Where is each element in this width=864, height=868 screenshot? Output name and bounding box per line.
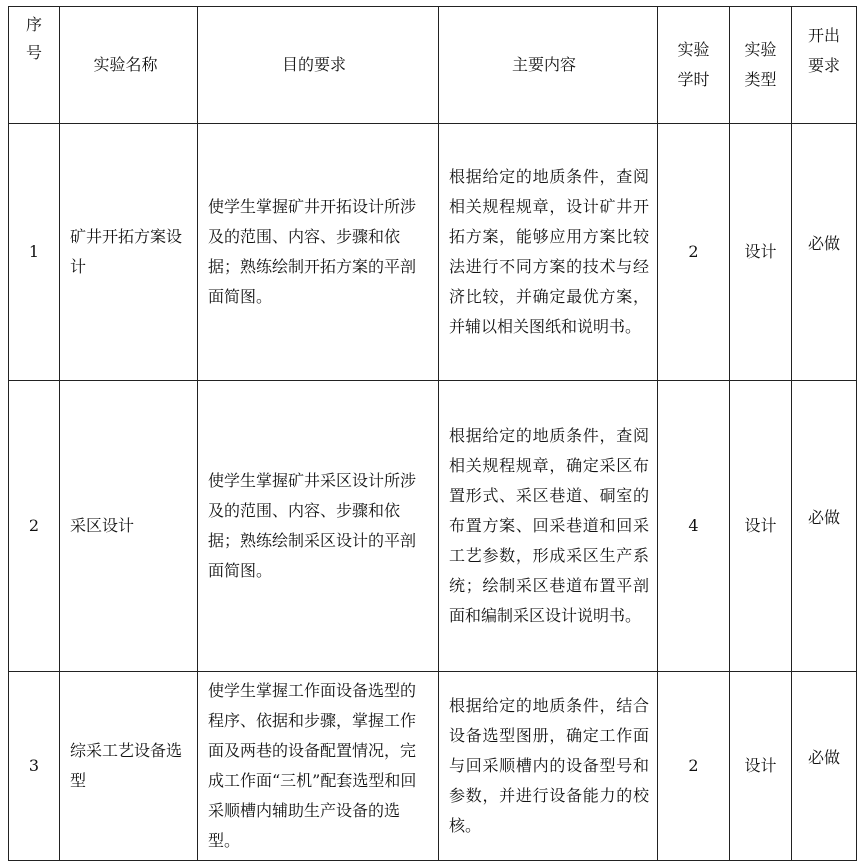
row-name: 矿井开拓方案设计 bbox=[60, 124, 198, 381]
header-name: 实验名称 bbox=[60, 7, 198, 124]
row-type: 设计 bbox=[730, 672, 792, 861]
row-hours: 2 bbox=[658, 124, 730, 381]
row-goal: 使学生掌握工作面设备选型的程序、依据和步骤，掌握工作面及两巷的设备配置情况，完成工作面“三机”配套选型和回采顺槽内辅助生产设备的选型。 bbox=[198, 672, 439, 861]
header-content: 主要内容 bbox=[439, 7, 658, 124]
header-hours: 实验 学时 bbox=[658, 7, 730, 124]
row-num: 3 bbox=[9, 672, 60, 861]
table-header-row bbox=[9, 7, 857, 124]
row-content: 根据给定的地质条件，结合设备选型图册，确定工作面与回采顺槽内的设备型号和参数，并进行设备能力的校核。 bbox=[439, 672, 658, 861]
row-name: 采区设计 bbox=[60, 381, 198, 672]
row-requirement-text: 必做 bbox=[807, 748, 840, 767]
header-requirement: 开出 要求 bbox=[792, 7, 857, 124]
header-num: 序 号 bbox=[9, 7, 60, 124]
row-content: 根据给定的地质条件，查阅相关规程规章，设计矿井开拓方案，能够应用方案比较法进行不同方案的技术与经济比较，并确定最优方案，并辅以相关图纸和说明书。 bbox=[439, 124, 658, 381]
header-goal: 目的要求 bbox=[198, 7, 439, 124]
row-num: 1 bbox=[9, 124, 60, 381]
row-goal: 使学生掌握矿井采区设计所涉及的范围、内容、步骤和依据；熟练绘制采区设计的平剖面简图。 bbox=[198, 381, 439, 672]
table-row bbox=[9, 381, 857, 672]
row-requirement-text: 必做 bbox=[807, 508, 840, 527]
experiment-table bbox=[8, 6, 857, 861]
row-hours: 2 bbox=[658, 672, 730, 861]
row-goal: 使学生掌握矿井开拓设计所涉及的范围、内容、步骤和依据；熟练绘制开拓方案的平剖面简图。 bbox=[198, 124, 439, 381]
row-requirement bbox=[792, 381, 857, 672]
table-row bbox=[9, 672, 857, 861]
row-requirement-text: 必做 bbox=[807, 234, 840, 253]
row-requirement bbox=[792, 124, 857, 381]
row-content: 根据给定的地质条件，查阅相关规程规章，确定采区布置形式、采区巷道、硐室的布置方案、回采巷道和回采工艺参数，形成采区生产系统；绘制采区巷道布置平剖面和编制采区设计说明书。 bbox=[439, 381, 658, 672]
row-type: 设计 bbox=[730, 381, 792, 672]
row-hours: 4 bbox=[658, 381, 730, 672]
row-requirement bbox=[792, 672, 857, 861]
row-type: 设计 bbox=[730, 124, 792, 381]
row-name: 综采工艺设备选型 bbox=[60, 672, 198, 861]
row-num: 2 bbox=[9, 381, 60, 672]
table-row bbox=[9, 124, 857, 381]
header-type: 实验 类型 bbox=[730, 7, 792, 124]
